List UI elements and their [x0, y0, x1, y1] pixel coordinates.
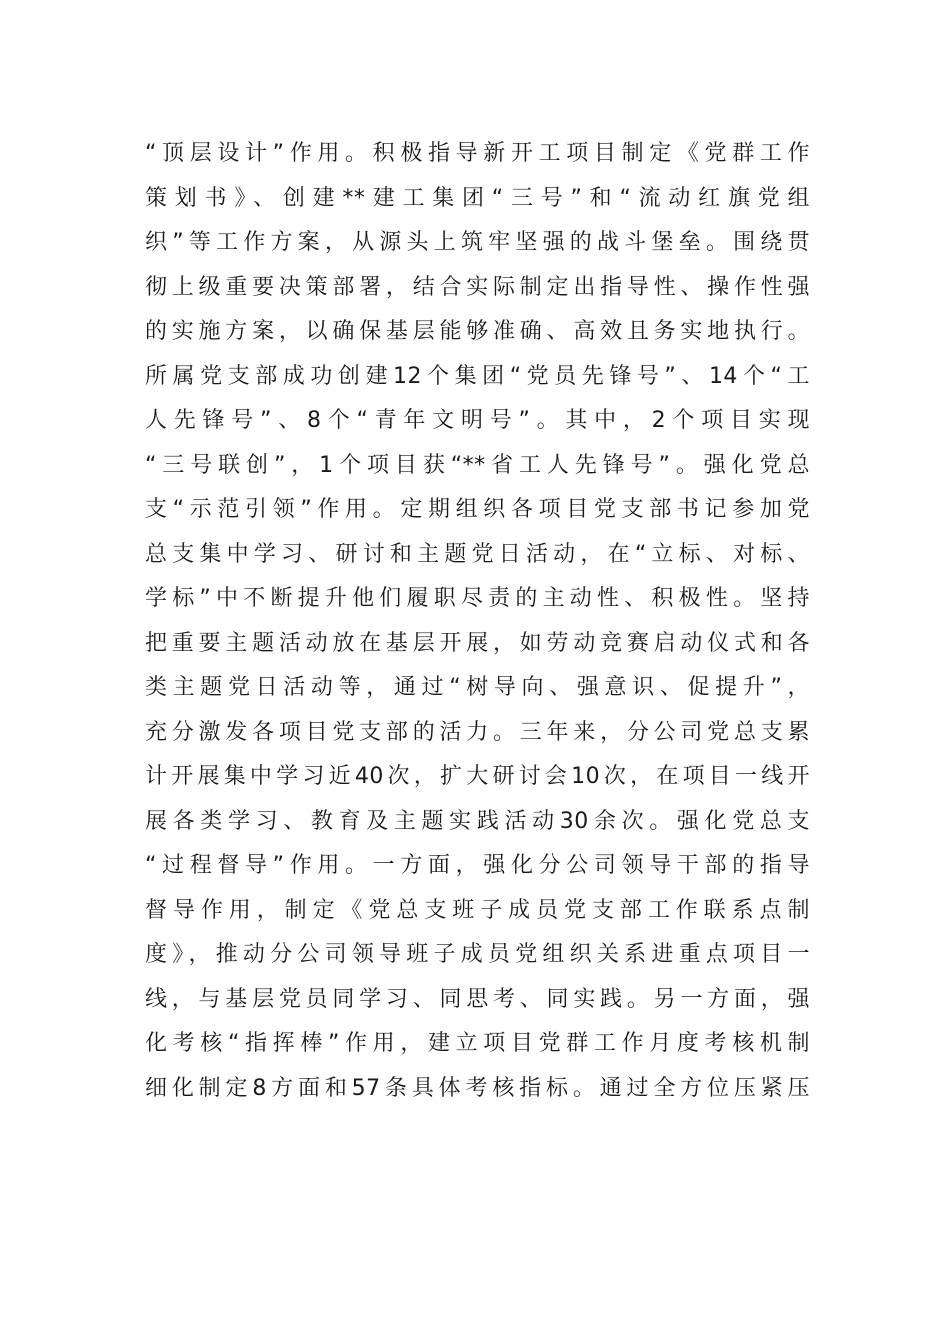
text-line: “三号联创”，1个项目获“**省工人先锋号”。强化党总 [145, 452, 810, 478]
text-line: 充分激发各项目党支部的活力。三年来，分公司党总支累 [145, 719, 810, 745]
text-line: 化考核“指挥棒”作用，建立项目党群工作月度考核机制 [145, 1031, 810, 1056]
text-line: 彻上级重要决策部署，结合实际制定出指导性、操作性强 [145, 274, 810, 300]
text-line: 细化制定8方面和57条具体考核指标。通过全方位压紧压 [145, 1075, 810, 1101]
text-line: 类主题党日活动等，通过“树导向、强意识、促提升”， [145, 675, 810, 700]
text-line: 支“示范引领”作用。定期组织各项目党支部书记参加党 [145, 497, 810, 522]
text-line: 展各类学习、教育及主题实践活动30余次。强化党总支 [145, 808, 810, 834]
text-line: 把重要主题活动放在基层开展，如劳动竞赛启动仪式和各 [145, 630, 810, 656]
text-line: 度》，推动分公司领导班子成员党组织关系进重点项目一 [145, 942, 810, 967]
text-line: 线，与基层党员同学习、同思考、同实践。另一方面，强 [145, 986, 810, 1012]
body-paragraph [145, 132, 810, 1111]
text-line: 策划书》、创建**建工集团“三号”和“流动红旗党组 [145, 185, 810, 211]
text-line: “过程督导”作用。一方面，强化分公司领导干部的指导 [145, 853, 810, 878]
text-line: 总支集中学习、研讨和主题党日活动，在“立标、对标、 [145, 541, 810, 567]
text-line: 计开展集中学习近40次，扩大研讨会10次，在项目一线开 [145, 764, 810, 789]
text-line: 督导作用，制定《党总支班子成员党支部工作联系点制 [145, 897, 810, 923]
text-line: 织”等工作方案，从源头上筑牢坚强的战斗堡垒。围绕贯 [145, 230, 810, 255]
text-line: “顶层设计”作用。积极指导新开工项目制定《党群工作 [145, 141, 810, 166]
text-line: 的实施方案，以确保基层能够准确、高效且务实地执行。 [145, 319, 810, 344]
text-line: 人先锋号”、8个“青年文明号”。其中，2个项目实现 [145, 408, 810, 433]
text-line: 所属党支部成功创建12个集团“党员先锋号”、14个“工 [145, 363, 810, 389]
text-line: 学标”中不断提升他们履职尽责的主动性、积极性。坚持 [145, 586, 810, 611]
